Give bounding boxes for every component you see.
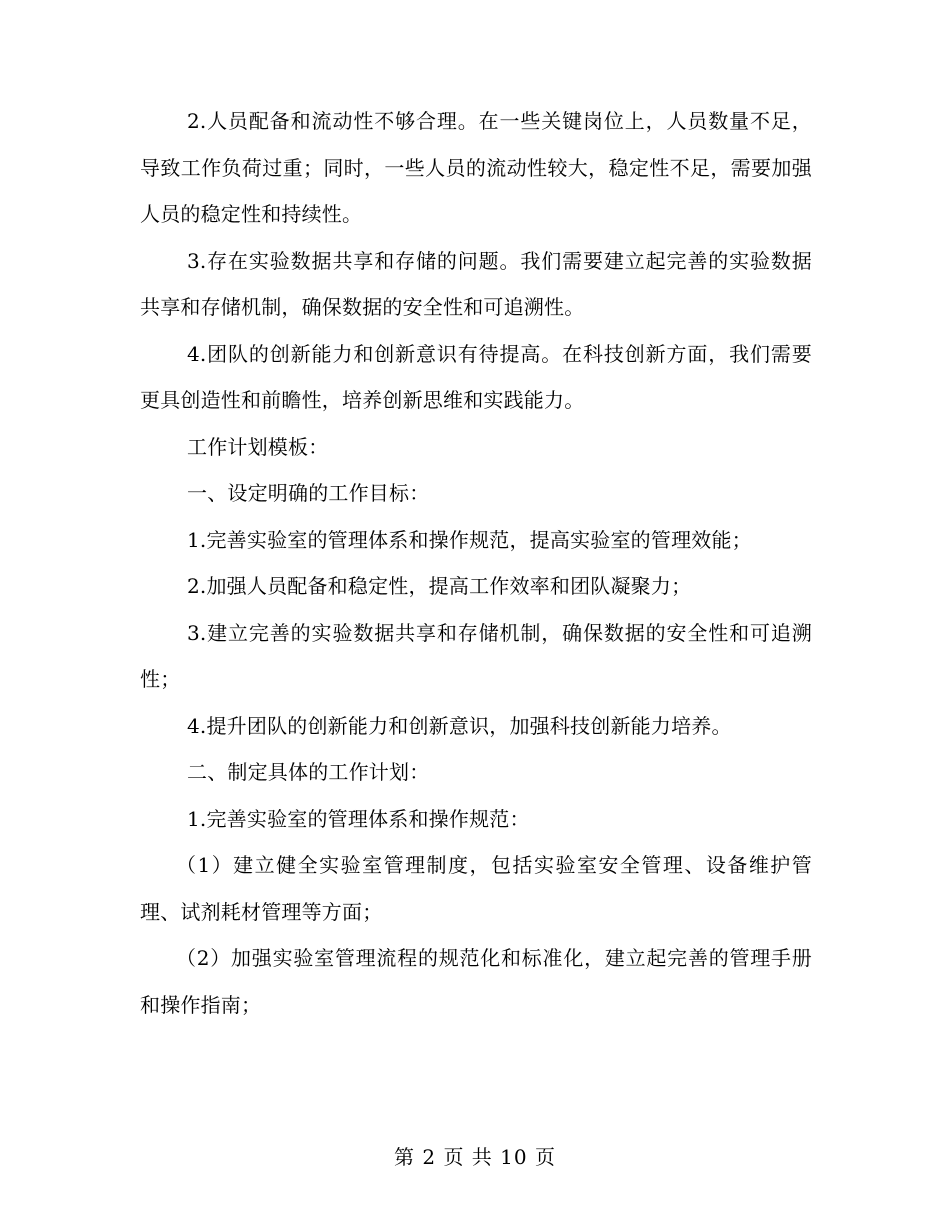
list-item: 1.完善实验室的管理体系和操作规范，提高实验室的管理效能； (187, 527, 752, 552)
list-item: 3.建立完善的实验数据共享和存储机制，确保数据的安全性和可追溯性； (140, 620, 812, 691)
document-body (140, 98, 812, 1028)
section-heading: 一、设定明确的工作目标： (187, 481, 430, 505)
page-number-footer: 第 2 页 共 10 页 (394, 1145, 556, 1169)
sub-list-item: （2）加强实验室管理流程的规范化和标准化，建立起完善的管理手册和操作指南； (140, 946, 812, 1017)
list-item: 1.完善实验室的管理体系和操作规范： (187, 806, 530, 831)
paragraph: 3.存在实验数据共享和存储的问题。我们需要建立起完善的实验数据共享和存储机制，确保数据的安全性和可追溯性。 (140, 248, 812, 319)
paragraph: 4.团队的创新能力和创新意识有待提高。在科技创新方面，我们需要更具创造性和前瞻性，培养创新思维和实践能力。 (140, 341, 812, 412)
section-label: 工作计划模板： (187, 434, 329, 459)
list-item: 2.加强人员配备和稳定性，提高工作效率和团队凝聚力； (187, 574, 692, 598)
list-item: 4.提升团队的创新能力和创新意识，加强科技创新能力培养。 (187, 713, 732, 738)
sub-list-item: （1）建立健全实验室管理制度，包括实验室安全管理、设备维护管理、试剂耗材管理等方面； (140, 853, 812, 924)
section-heading: 二、制定具体的工作计划： (187, 760, 430, 784)
paragraph: 2.人员配备和流动性不够合理。在一些关键岗位上，人员数量不足，导致工作负荷过重；同时，一些人员的流动性较大，稳定性不足，需要加强人员的稳定性和持续性。 (140, 109, 812, 226)
